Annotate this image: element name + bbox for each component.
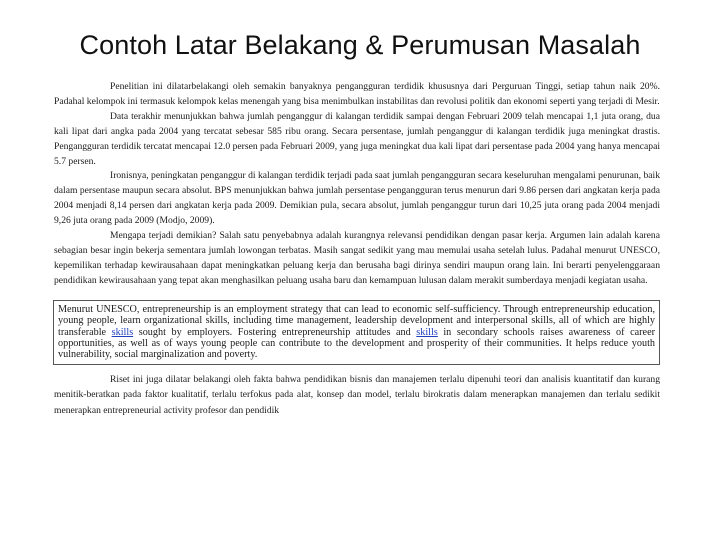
quote-text-1: Menurut UNESCO, entrepreneurship is an employment strategy that can lead to economic self-sufficiency. Through entrepreneurship education, young people, learn organizational skills, including time management, leadership development and interpersonal skills, all of which are highly transferable <box>58 303 655 338</box>
paragraph-research: Riset ini juga dilatar belakangi oleh fakta bahwa pendidikan bisnis dan manajemen terlalu dipenuhi teori dan analisis kuantitatif dan kurang menitik-beratkan pada faktor kualitatif, terlalu terfokus pada alat, konsep dan model, terlalu birokratis dalam menerapkan manajemen dan terlalu sedikit menerapkan entrepreneurial activity profesor dan pendidik <box>54 373 660 416</box>
paragraph-why: Mengapa terjadi demikian? Salah satu penyebabnya adalah kurangnya relevansi pendidikan dengan pasar kerja. Argumen lain adalah karena sebagian besar ingin bekerja sementara jumlah lowongan terbatas. Masih sangat sedikit yang mau memulai usaha setelah lulus. Padahal menurut UNESCO, kepemilikan terhadap kewirausahaan dapat meningkatkan peluang kerja dan berusaha bagi dirinya sendiri maupun orang lain. Ini berarti penyelenggaraan pendidikan kewirausahaan yang tepat akan menghasilkan peluang usaha baru dan kemampuan lulusan dalam merakit sumberdaya menjadi kegiatan usaha. <box>54 230 660 286</box>
document-scan <box>54 80 660 418</box>
paragraph-background: Penelitian ini dilatarbelakangi oleh semakin banyaknya pengangguran terdidik khususnya dari Perguruan Tinggi, setiap tahun naik 20%. Padahal kelompok ini termasuk kelompok kelas menengah yang bisa menimbulkan instabilitas dan revolusi politik dan ekonomi seperti yang terjadi di Mesir. <box>54 81 660 107</box>
skills-link-1[interactable]: skills <box>111 326 134 338</box>
slide-title: Contoh Latar Belakang & Perumusan Masalah <box>79 30 641 60</box>
unesco-quote-box <box>53 300 660 365</box>
paragraph-irony: Ironisnya, peningkatan penganggur di kalangan terdidik terjadi pada saat jumlah pengangguran secara keseluruhan mengalami penurunan, baik dalam persentase maupun secara absolut. BPS menunjukkan bahwa jumlah persentase pengangguran terus menurun dari 9.86 persen dari angkatan kerja pada 2004 menjadi 8,14 persen dari angkatan kerja pada 2009. Demikian pula, secara absolut, jumlah penganggur turun dari 10,25 juta orang pada 2004 menjadi 9,26 juta orang pada 2009 (Modjo, 2009). <box>54 170 660 227</box>
quote-text-2: sought by employers. Fostering entrepreneurship attitudes and <box>133 326 417 338</box>
quote-text-3: in secondary schools raises awareness of career opportunities, as well as of ways young people can contribute to the development and prosperity of their communities. It helps reduce youth vulnerability, social marginalization and poverty. <box>58 326 655 361</box>
skills-link-2[interactable]: skills <box>416 326 438 338</box>
paragraph-data-latest: Data terakhir menunjukkan bahwa jumlah penganggur di kalangan terdidik sampai dengan Februari 2009 telah mencapai 1,1 juta orang, dua kali lipat dari angka pada 2004 yang tercatat sebesar 585 ribu orang. Secara persentase, jumlah penganggur di kalangan terdidik juga meningkat drastis. Pengangguran terdidik tercatat mencapai 12.0 persen pada Februari 2009, yang juga meningkat dua kali lipat dari persentase pada 2004 yang hanya mencapai 5.7 persen. <box>54 110 660 167</box>
